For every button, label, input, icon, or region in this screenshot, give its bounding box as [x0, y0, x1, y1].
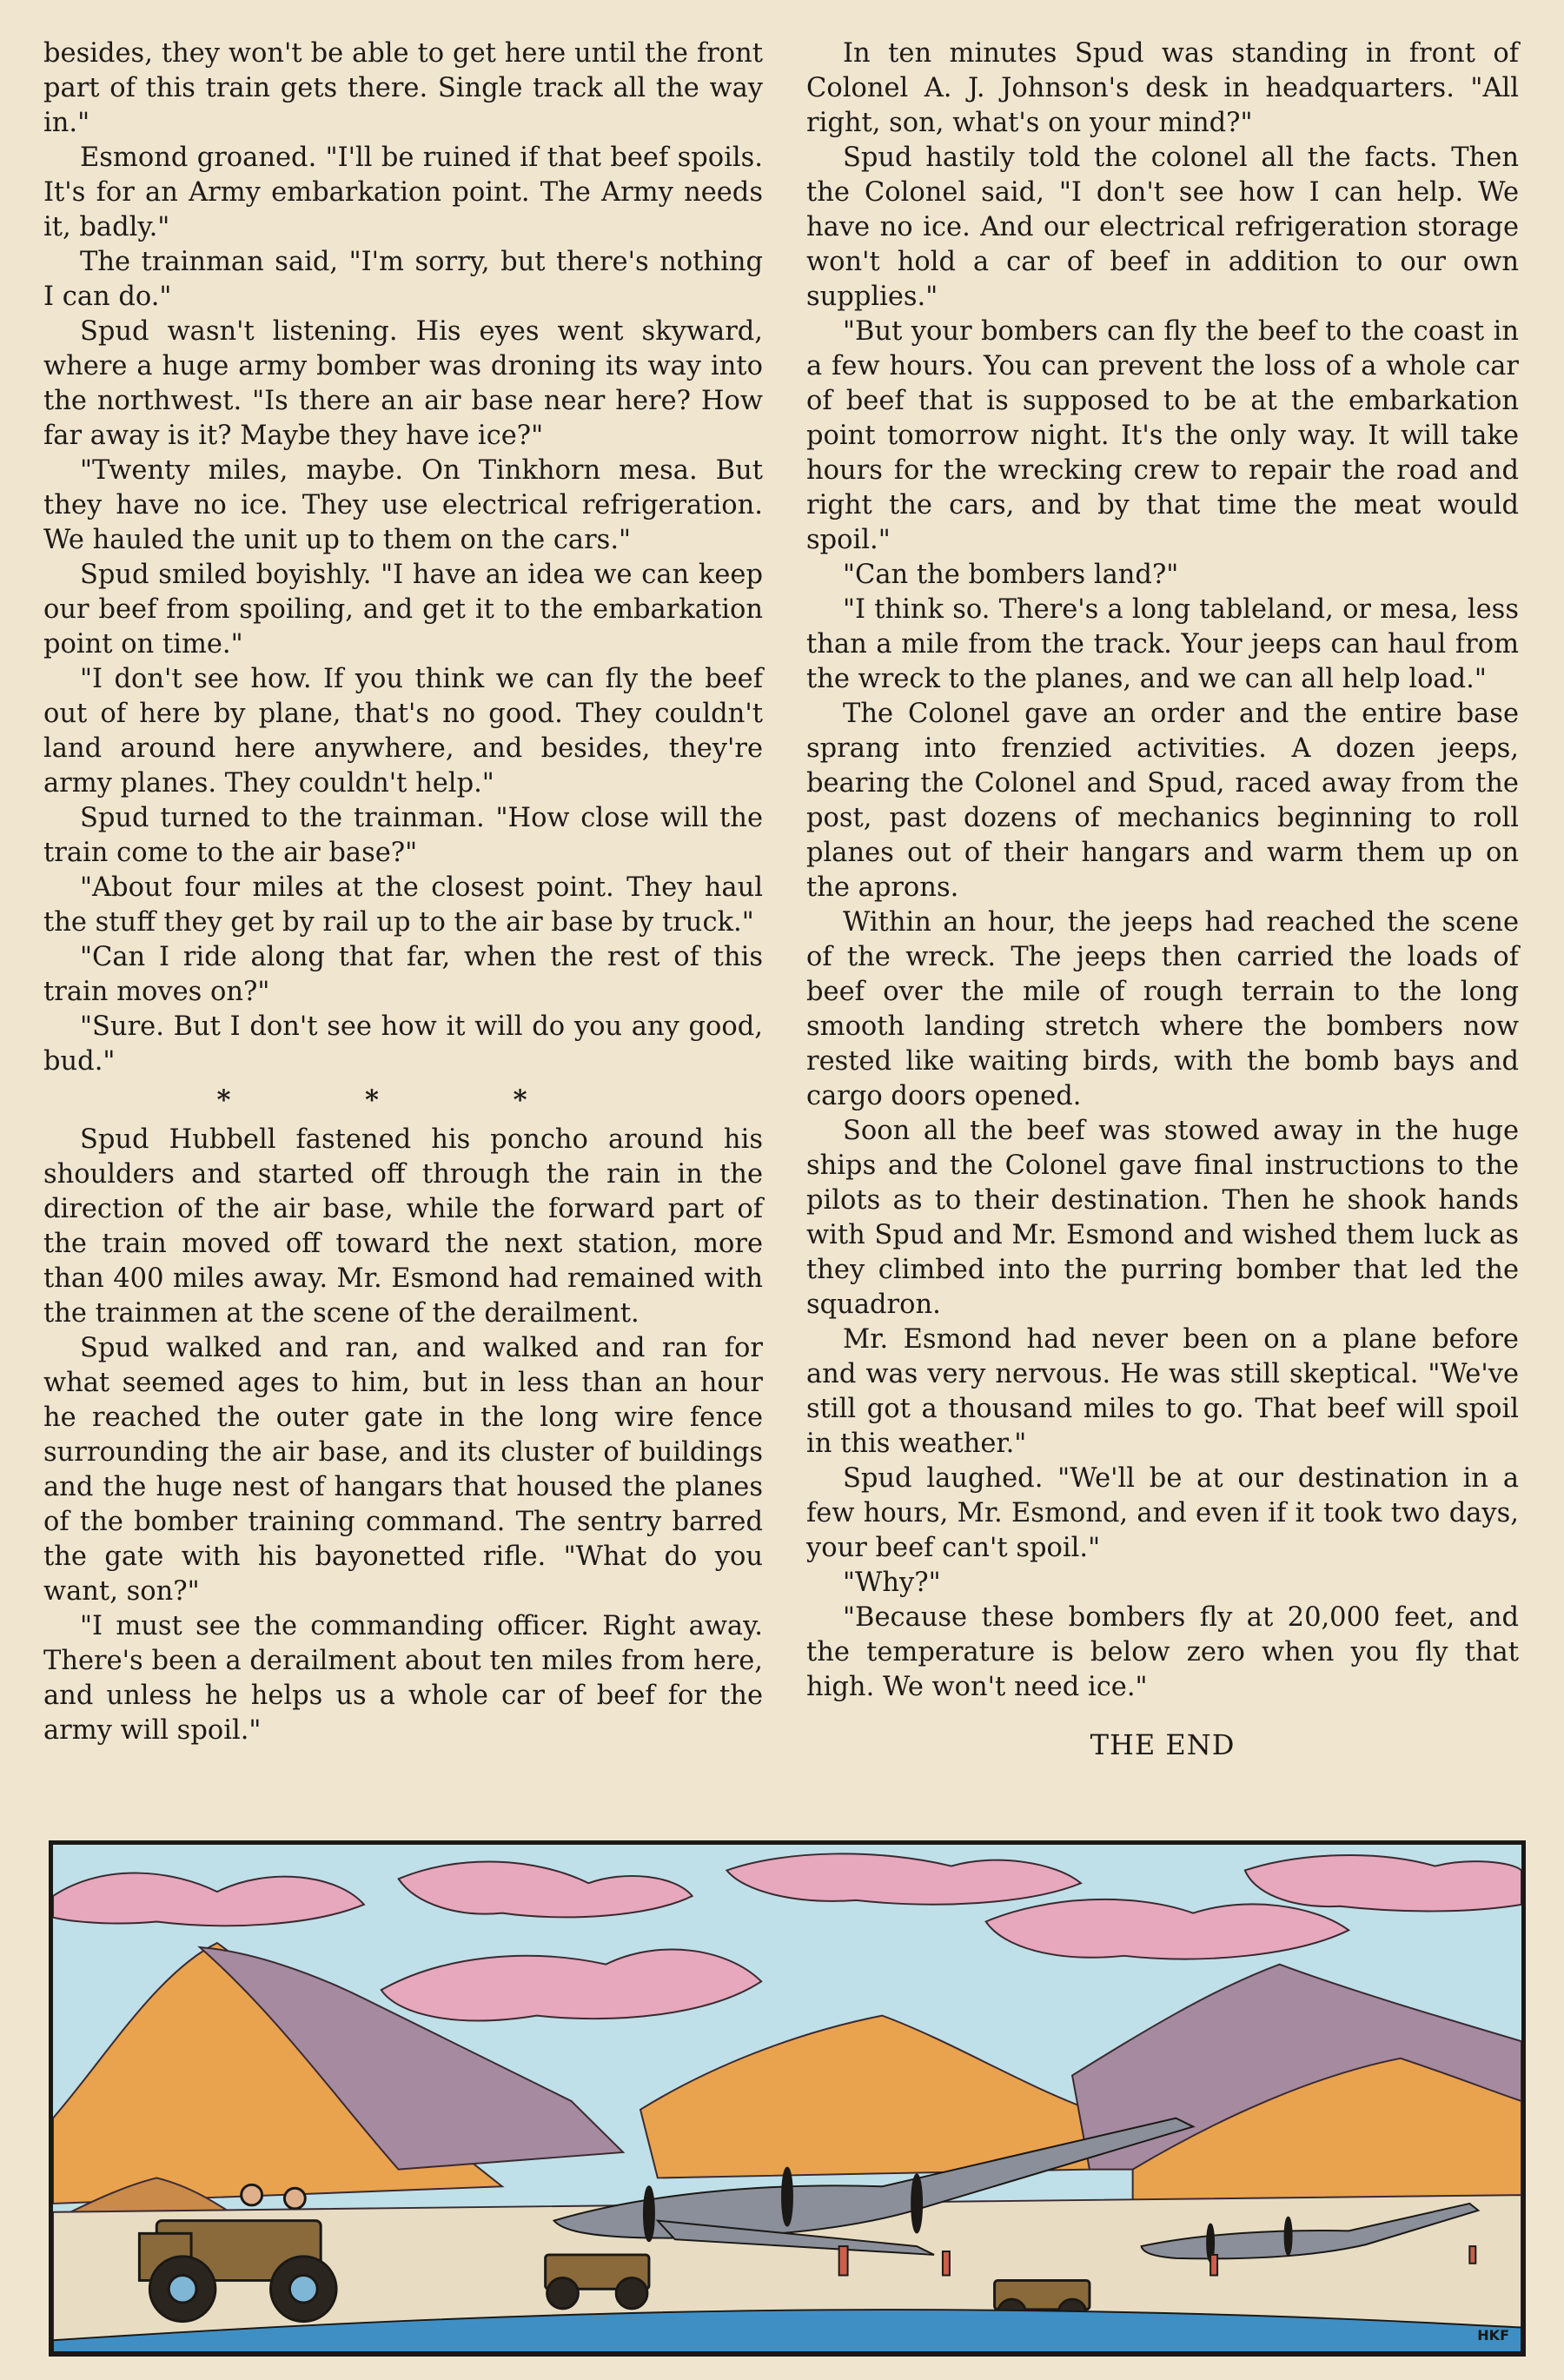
paragraph: "Can the bombers land?"	[843, 560, 1179, 590]
paragraph: besides, they won't be able to get here until the front part of this train gets there. Single track all the way in."	[43, 38, 763, 138]
propeller	[1285, 2218, 1292, 2255]
paragraph: Spud smiled boyishly. "I have an idea we can keep our beef from spoiling, and get it to the embarkation point on time."	[43, 560, 763, 660]
paragraph: "But your bombers can fly the beef to the coast in a few hours. You can prevent the loss of a whole car of beef that is supposed to be at the embarkation point tomorrow night. It's the only way. It will take hours for the wrecking crew to repair the road and right the cars, and by that time the meat would spoil."	[806, 316, 1519, 555]
paragraph: Esmond groaned. "I'll be ruined if that beef spoils. It's for an Army embarkation point. The Army needs it, badly."	[43, 143, 763, 242]
paragraph: Spud walked and ran, and walked and ran for what seemed ages to him, but in less than an hour he reached the outer gate in the long wire fence surrounding the air base, and its cluster of buildings and the huge nest of hangars that housed the planes of the bomber training command. The sentry barred the gate with his bayonetted rifle. "What do you want, son?"	[43, 1333, 763, 1607]
propeller	[782, 2168, 792, 2226]
wheel-hub	[169, 2276, 196, 2303]
paragraph: "Can I ride along that far, when the rest of this train moves on?"	[43, 942, 763, 1007]
right-text-column	[806, 36, 1519, 1762]
left-text-column	[43, 36, 763, 1748]
paragraph: "About four miles at the closest point. They haul the stuff they get by rail up to the air base by truck."	[43, 872, 763, 938]
artist-signature: HKF	[1477, 2327, 1509, 2344]
jeep-wheel	[547, 2277, 579, 2308]
propeller	[911, 2175, 922, 2233]
propeller	[644, 2186, 654, 2241]
paragraph: Within an hour, the jeeps had reached the scene of the wreck. The jeeps then carried the loads of beef over the mile of rough terrain to the long smooth landing stretch where the bombers now rested like waiting birds, with the bomb bays and cargo doors opened.	[806, 907, 1519, 1111]
paragraph: The Colonel gave an order and the entire base sprang into frenzied activities. A dozen jeeps, bearing the Colonel and Spud, raced away from the post, past dozens of mechanics beginning to roll planes out of their hangars and warm them up on the aprons.	[806, 699, 1519, 903]
the-end-caption: THE END	[1090, 1728, 1236, 1761]
paragraph: Spud turned to the trainman. "How close will the train come to the air base?"	[43, 803, 763, 868]
soldier-head	[284, 2188, 305, 2209]
figure	[943, 2251, 950, 2276]
paragraph: Spud laughed. "We'll be at our destination in a few hours, Mr. Esmond, and even if it took two days, your beef can't spoil."	[806, 1463, 1519, 1563]
figure	[1469, 2246, 1475, 2264]
paragraph: "I don't see how. If you think we can fly the beef out of here by plane, that's no good. They couldn't land around here anywhere, and besides, they're army planes. They couldn't help."	[43, 664, 763, 799]
paragraph: In ten minutes Spud was standing in front of Colonel A. J. Johnson's desk in headquarters. "All right, son, what's on your mind?"	[806, 38, 1519, 138]
figure	[839, 2246, 848, 2275]
paragraph: "Twenty miles, maybe. On Tinkhorn mesa. But they have no ice. They use electrical refrigeration. We hauled the unit up to them on the cars."	[43, 455, 763, 555]
section-divider: * * *	[216, 1084, 590, 1116]
paragraph: Soon all the beef was stowed away in the huge ships and the Colonel gave final instructions to the pilots as to their destination. Then he shook hands with Spud and Mr. Esmond and wished them luck as they climbed into the purring bomber that led the squadron.	[806, 1116, 1519, 1320]
paragraph: The trainman said, "I'm sorry, but there's nothing I can do."	[43, 247, 763, 312]
figure	[1210, 2255, 1217, 2276]
wheel-hub	[289, 2276, 317, 2303]
paragraph: "Why?"	[843, 1568, 941, 1598]
jeep-wheel	[616, 2277, 647, 2308]
paragraph: Spud Hubbell fastened his poncho around his shoulders and started off through the rain in the direction of the air base, while the forward part of the train moved off toward the next station, more than 400 miles away. Mr. Esmond had remained with the trainmen at the scene of the derailment.	[43, 1124, 763, 1329]
paragraph: Spud hastily told the colonel all the facts. Then the Colonel said, "I don't see how I can help. We have no ice. And our electrical refrigeration storage won't hold a car of beef in addition to our own supplies."	[806, 143, 1519, 312]
paragraph: "I must see the commanding officer. Right away. There's been a derailment about ten miles from here, and unless he helps us a whole car of beef for the army will spoil."	[43, 1611, 763, 1746]
paragraph: Mr. Esmond had never been on a plane before and was very nervous. He was still skeptical. "We've still got a thousand miles to go. That beef will spoil in this weather."	[806, 1324, 1519, 1459]
paragraph: "Because these bombers fly at 20,000 feet, and the temperature is below zero when you fly that high. We won't need ice."	[806, 1602, 1519, 1702]
desert-airfield-illustration	[53, 1845, 1521, 2352]
illustration-panel	[49, 1840, 1526, 2357]
paragraph: Spud wasn't listening. His eyes went skyward, where a huge army bomber was droning its way into the northwest. "Is there an air base near here? How far away is it? Maybe they have ice?"	[43, 316, 763, 451]
paragraph: "I think so. There's a long tableland, or mesa, less than a mile from the track. Your jeeps can haul from the wreck to the planes, and we can all help load."	[806, 594, 1519, 694]
paragraph: "Sure. But I don't see how it will do you any good, bud."	[43, 1011, 763, 1077]
soldier-head	[242, 2184, 262, 2205]
